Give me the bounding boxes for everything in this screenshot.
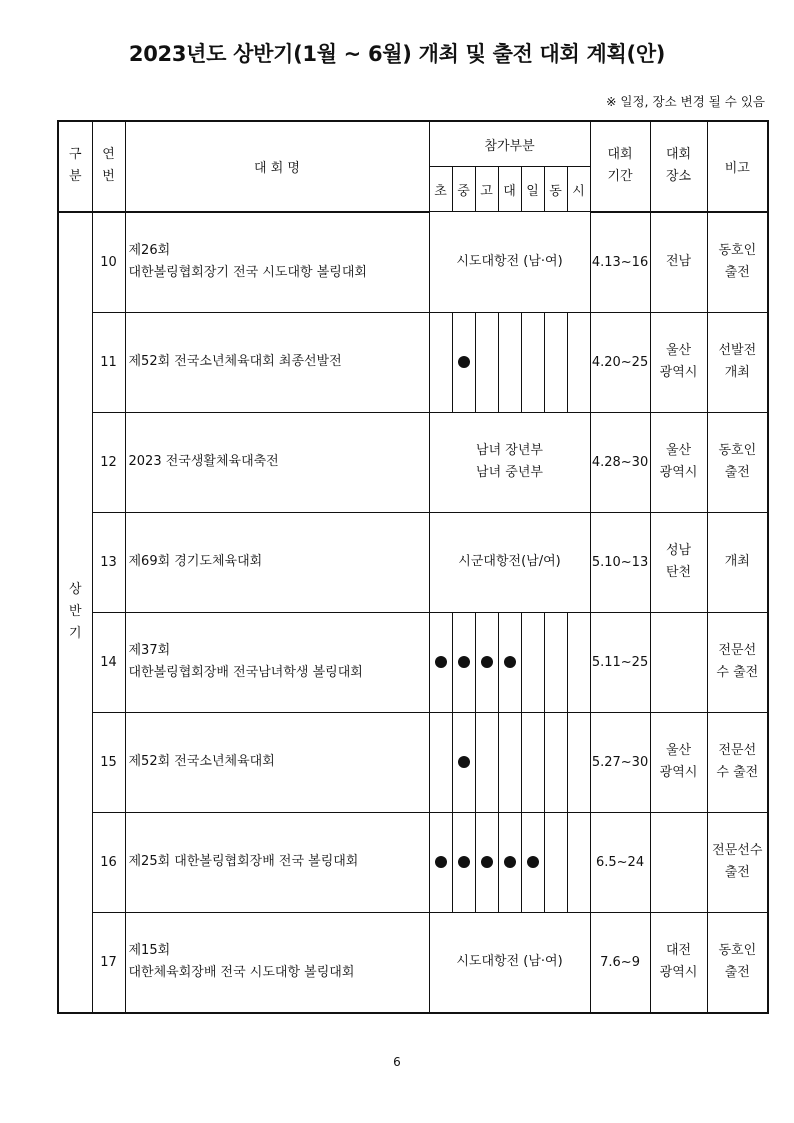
competition-period: 6.5~24 (590, 812, 650, 912)
row-number: 11 (92, 312, 125, 412)
competition-name: 제52회 전국소년체육대회 (125, 712, 429, 812)
header-period: 대회 기간 (590, 121, 650, 212)
division-cell (498, 612, 521, 712)
competition-venue: 대전 광역시 (650, 912, 707, 1013)
participation-dot-icon (481, 856, 493, 868)
division-cell (498, 812, 521, 912)
division-cell (429, 812, 452, 912)
participation-dot-icon (435, 856, 447, 868)
division-cell (429, 712, 452, 812)
division-cell (521, 812, 544, 912)
competition-period: 5.10~13 (590, 512, 650, 612)
participation-dot-icon (458, 356, 470, 368)
page-title: 2023년도 상반기(1월 ~ 6월) 개최 및 출전 대회 계획(안) (128, 42, 666, 66)
competition-period: 5.27~30 (590, 712, 650, 812)
competition-venue: 전남 (650, 212, 707, 313)
participation-dot-icon (458, 856, 470, 868)
row-number: 15 (92, 712, 125, 812)
competition-name: 2023 전국생활체육대축전 (125, 412, 429, 512)
table-row (58, 312, 768, 412)
division-cell (452, 312, 475, 412)
table-row (58, 712, 768, 812)
table-row (58, 812, 768, 912)
row-number: 16 (92, 812, 125, 912)
table-row (58, 212, 768, 313)
participation-merged: 시도대항전 (남·여) (429, 212, 590, 313)
division-cell (475, 312, 498, 412)
row-number: 12 (92, 412, 125, 512)
page-number: 6 (393, 1055, 401, 1069)
participation-dot-icon (504, 856, 516, 868)
competition-name: 제69회 경기도체육대회 (125, 512, 429, 612)
schedule-change-note: ※ 일정, 장소 변경 될 수 있음 (605, 94, 765, 109)
competition-period: 4.13~16 (590, 212, 650, 313)
table-row (58, 512, 768, 612)
participation-dot-icon (504, 656, 516, 668)
header-participation: 참가부분 (429, 121, 590, 167)
competition-remarks: 동호인 출전 (707, 212, 768, 313)
competition-remarks: 전문선수 출전 (707, 812, 768, 912)
competition-venue (650, 812, 707, 912)
division-cell (452, 712, 475, 812)
participation-merged: 시도대항전 (남·여) (429, 912, 590, 1013)
header-number: 연 번 (92, 121, 125, 212)
participation-merged: 남녀 장년부 남녀 중년부 (429, 412, 590, 512)
row-number: 14 (92, 612, 125, 712)
competition-venue: 울산 광역시 (650, 412, 707, 512)
header-division-high: 고 (475, 167, 498, 212)
competition-period: 5.11~25 (590, 612, 650, 712)
header-division-general: 일 (521, 167, 544, 212)
division-cell (475, 612, 498, 712)
participation-dot-icon (435, 656, 447, 668)
division-cell (429, 612, 452, 712)
table-row (58, 412, 768, 512)
competition-venue (650, 612, 707, 712)
row-number: 17 (92, 912, 125, 1013)
division-cell (498, 312, 521, 412)
header-division-club: 동 (544, 167, 567, 212)
participation-dot-icon (527, 856, 539, 868)
competition-remarks: 동호인 출전 (707, 912, 768, 1013)
division-cell (567, 812, 590, 912)
competition-name: 제25회 대한볼링협회장배 전국 볼링대회 (125, 812, 429, 912)
competition-remarks: 전문선 수 출전 (707, 612, 768, 712)
competition-name: 제52회 전국소년체육대회 최종선발전 (125, 312, 429, 412)
division-cell (521, 612, 544, 712)
competition-remarks: 선발전 개최 (707, 312, 768, 412)
competition-name: 제37회 대한볼링협회장배 전국남녀학생 볼링대회 (125, 612, 429, 712)
table-row (58, 612, 768, 712)
competition-venue: 울산 광역시 (650, 312, 707, 412)
competition-remarks: 개최 (707, 512, 768, 612)
division-cell (567, 612, 590, 712)
participation-dot-icon (458, 656, 470, 668)
division-cell (429, 312, 452, 412)
participation-dot-icon (481, 656, 493, 668)
competition-remarks: 동호인 출전 (707, 412, 768, 512)
competition-venue: 울산 광역시 (650, 712, 707, 812)
division-cell (544, 312, 567, 412)
division-cell (475, 712, 498, 812)
competition-plan-table (57, 120, 769, 1014)
table-row (58, 912, 768, 1013)
division-cell (544, 812, 567, 912)
competition-remarks: 전문선 수 출전 (707, 712, 768, 812)
division-cell (475, 812, 498, 912)
competition-name: 제15회 대한체육회장배 전국 시도대항 볼링대회 (125, 912, 429, 1013)
division-cell (452, 812, 475, 912)
header-division-elementary: 초 (429, 167, 452, 212)
participation-dot-icon (458, 756, 470, 768)
competition-period: 4.20~25 (590, 312, 650, 412)
division-cell (567, 712, 590, 812)
division-cell (452, 612, 475, 712)
division-cell (521, 712, 544, 812)
row-number: 10 (92, 212, 125, 313)
division-cell (544, 712, 567, 812)
category-first-half: 상 반 기 (58, 212, 92, 1013)
row-number: 13 (92, 512, 125, 612)
header-remarks: 비고 (707, 121, 768, 212)
header-category: 구 분 (58, 121, 92, 212)
competition-name: 제26회 대한볼링협회장기 전국 시도대항 볼링대회 (125, 212, 429, 313)
competition-venue: 성남 탄천 (650, 512, 707, 612)
competition-period: 4.28~30 (590, 412, 650, 512)
header-venue: 대회 장소 (650, 121, 707, 212)
participation-merged: 시군대항전(남/여) (429, 512, 590, 612)
division-cell (544, 612, 567, 712)
competition-period: 7.6~9 (590, 912, 650, 1013)
header-division-middle: 중 (452, 167, 475, 212)
header-division-city: 시 (567, 167, 590, 212)
division-cell (567, 312, 590, 412)
header-division-university: 대 (498, 167, 521, 212)
division-cell (498, 712, 521, 812)
header-name: 대 회 명 (125, 121, 429, 212)
division-cell (521, 312, 544, 412)
